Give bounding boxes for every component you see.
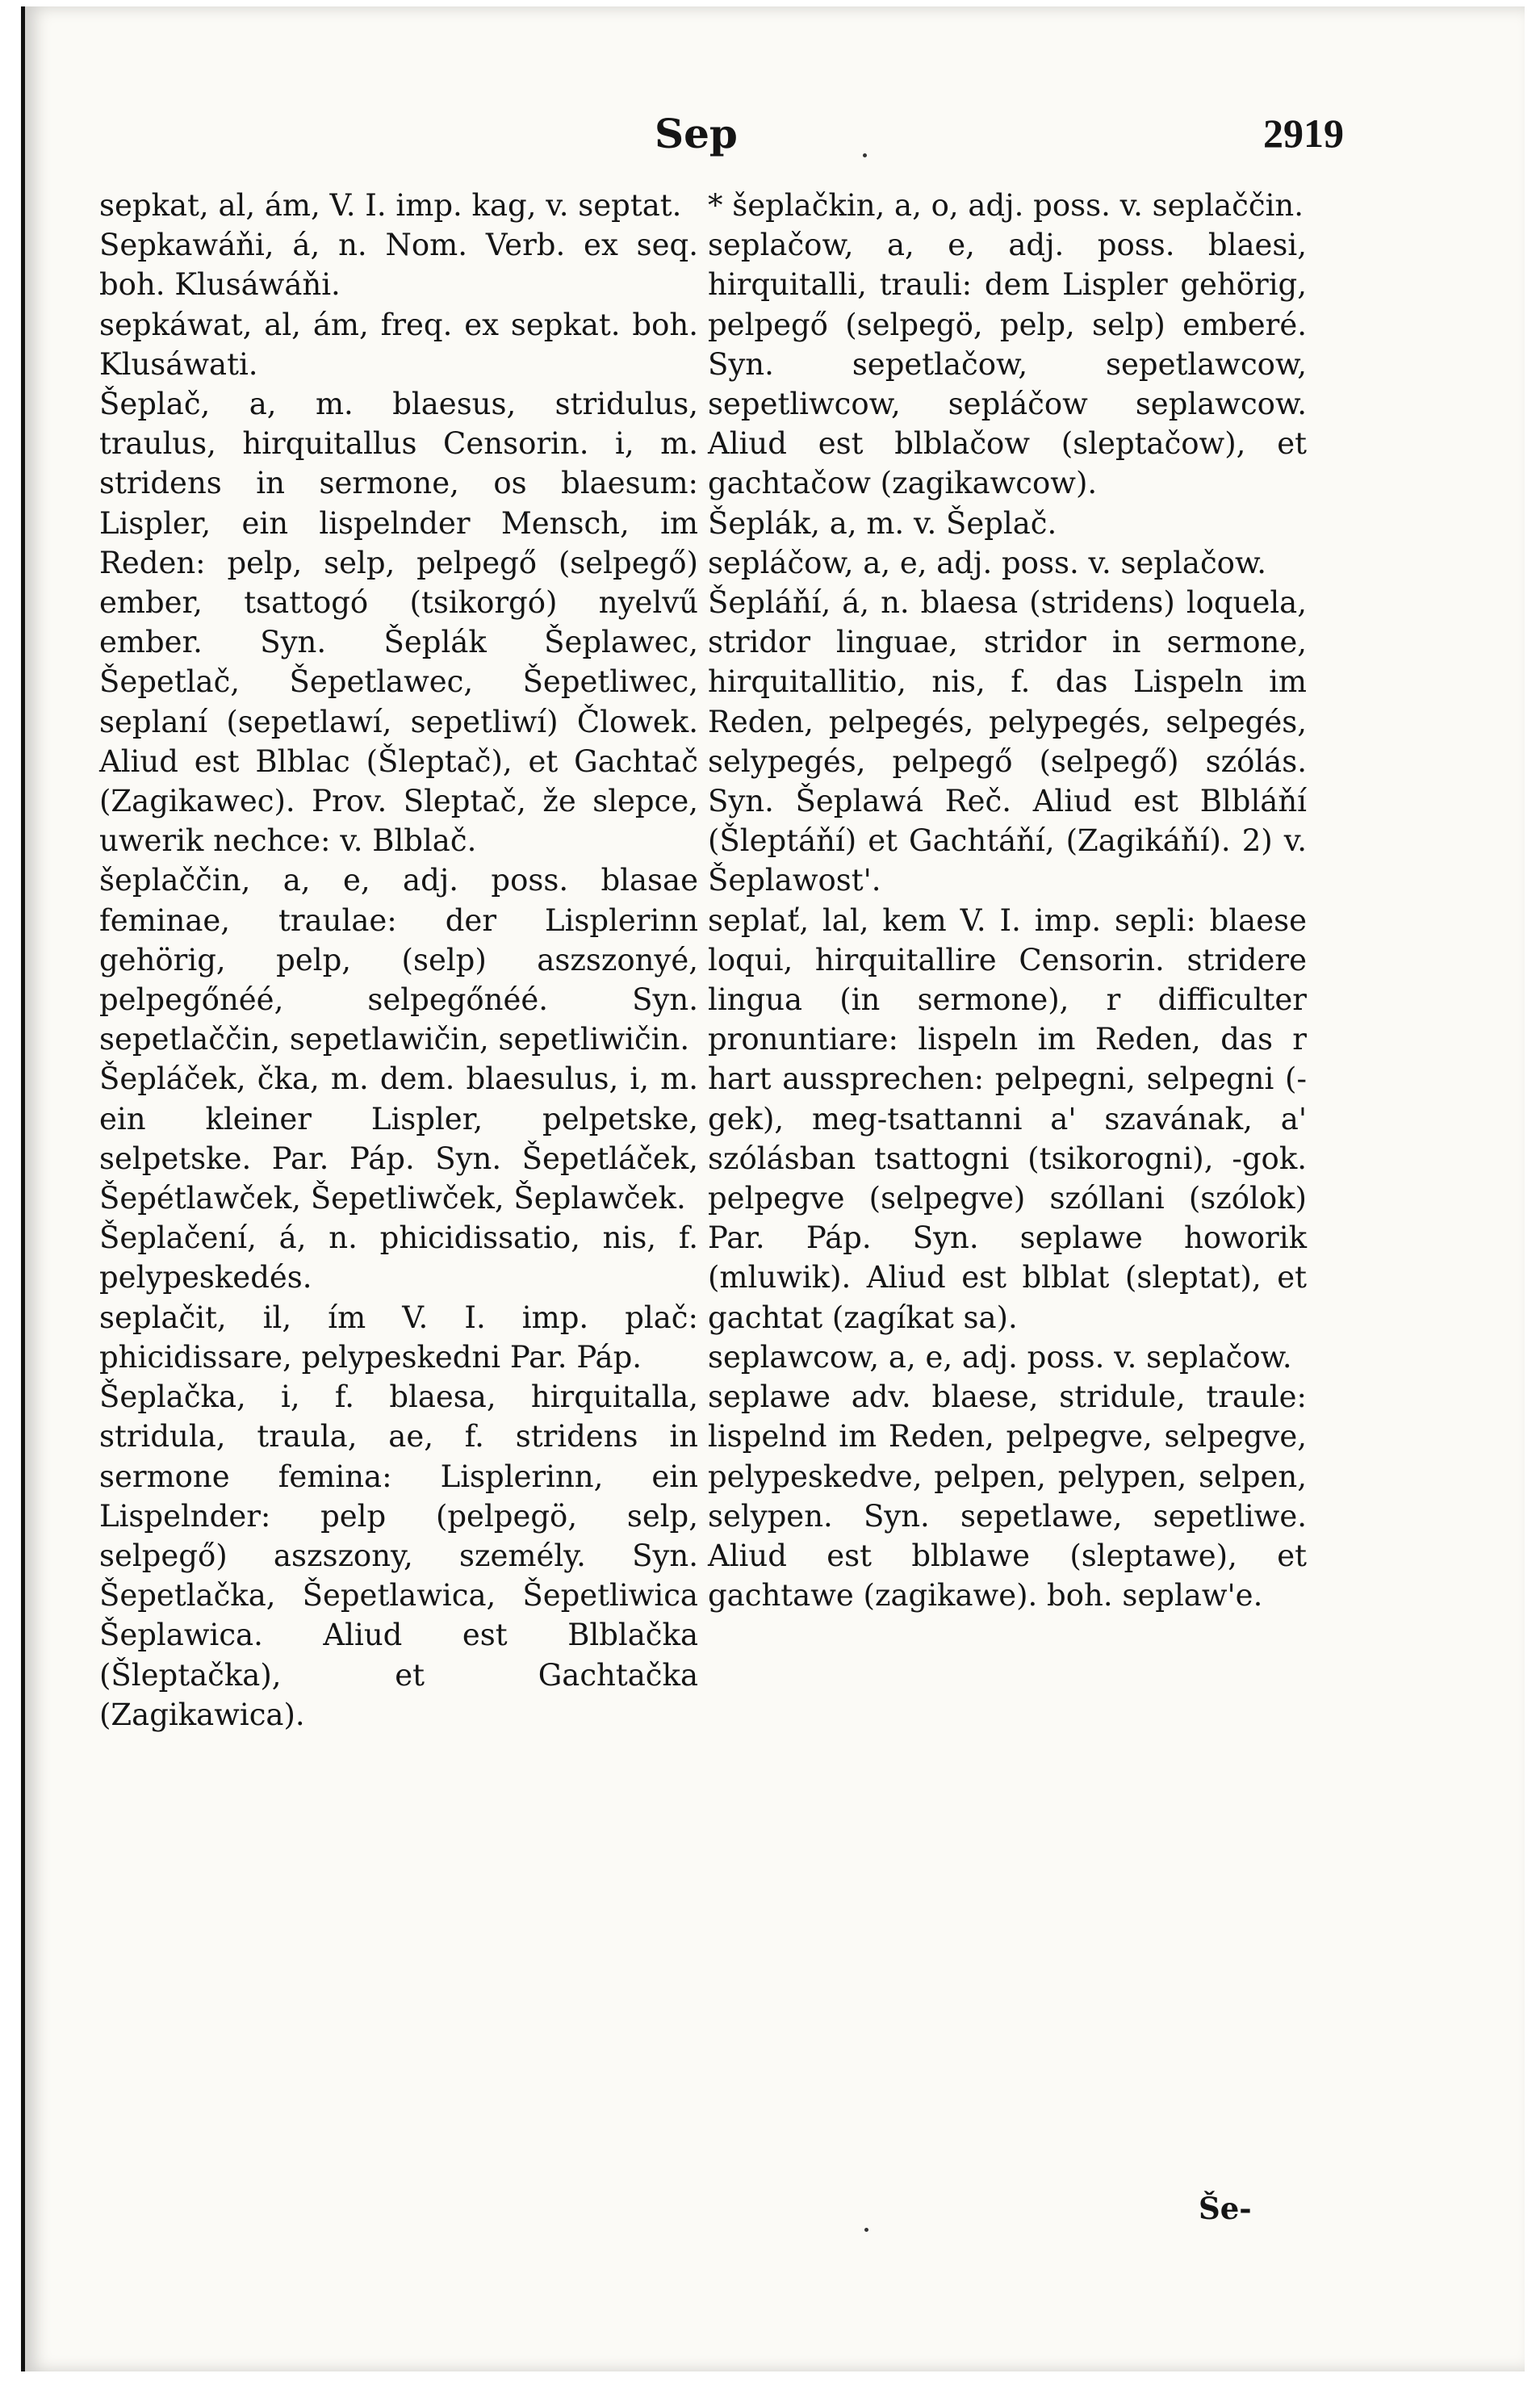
running-headword: Sep xyxy=(655,110,738,157)
ink-speck xyxy=(863,153,867,157)
dictionary-entry: sepláčow, a, e, adj. poss. v. seplačow. xyxy=(708,545,1266,580)
dictionary-entry: seplačit, il, ím V. I. imp. plač: phicidissare, pelypeskedni Par. Páp. xyxy=(99,1300,708,1375)
dictionary-entry: Šepláňí, á, n. blaesa (stridens) loquela, stridor linguae, stridor in sermone, hirquitallitio, nis, f. das Lispeln im Reden, pelpegés, pelypegés, selpegés, selypegés, pelpegő (selpegő) szólás. Syn. Šeplawá Reč. Aliud est Blbláňí (Šleptáňí) et Gachtáňí, (Zagikáňí). 2) v. Šeplawost'. xyxy=(708,585,1316,898)
dictionary-entry: Šeplák, a, m. v. Šeplač. xyxy=(708,505,1057,541)
dictionary-entry: sepkat, al, ám, V. I. imp. kag, v. septat. xyxy=(99,188,682,223)
dictionary-entry: Šeplač, a, m. blaesus, stridulus, traulus, hirquitallus Censorin. i, m. stridens in sermone, os blaesum: Lispler, ein lispelnder Mensch, im Reden: pelp, selp, pelpegő (selpegő) ember, tsattogó (tsikorgó) nyelvű ember. Syn. Šeplák Šeplawec, Šepetlač, Šepetlawec, Šepetliwec, seplaní (sepetlawí, sepetliwí) Člowek. Aliud est Blblac (Šleptač), et Gachtač (Zagikawec). Prov. Sleptač, že slepce, uwerik nechce: v. Blblač. xyxy=(99,387,708,859)
dictionary-entry: seplačow, a, e, adj. poss. blaesi, hirquitalli, trauli: dem Lispler gehörig, pelpegő (selpegö, pelp, selp) emberé. Syn. sepetlačow, sepetlawcow, sepetliwcow, sepláčow seplawcow. Aliud est blblačow (sleptačow), et gachtačow (zagikawcow). xyxy=(708,228,1316,501)
dictionary-entry: seplať, lal, kem V. I. imp. sepli: blaese loqui, hirquitallire Censorin. stridere lingua (in sermone), r difficulter pronuntiare: lispeln im Reden, das r hart aussprechen: pelpegni, selpegni (-gek), meg-tsattanni a' szavának, a' szólásban tsattogni (tsikorogni), -gok. pelpegve (selpegve) szóllani (szólok) Par. Páp. Syn. seplawe howorik (mluwik). Aliud est blblat (sleptat), et gachtat (zagíkat sa). xyxy=(708,902,1316,1335)
dictionary-entry: šeplaččin, a, e, adj. poss. blasae feminae, traulae: der Lisplerinn gehörig, pelp, (selp) aszszonyé, pelpegőnéé, selpegőnéé. Syn. sepetlaččin, sepetlawičin, sepetliwičin. xyxy=(99,863,708,1057)
dictionary-entry: seplawe adv. blaese, stridule, traule: lispelnd im Reden, pelpegve, selpegve, pelypeskedve, pelpen, pelypen, selpen, selypen. Syn. sepetlawe, sepetliwe. Aliud est blblawe (sleptawe), et gachtawe (zagikawe). boh. seplaw'e. xyxy=(708,1379,1316,1614)
ink-speck xyxy=(864,2228,868,2232)
dictionary-page xyxy=(21,6,1525,2371)
dictionary-entry: Šepláček, čka, m. dem. blaesulus, i, m. ein kleiner Lispler, pelpetske, selpetske. Par. Páp. Syn. Šepetláček, Šepétlawček, Šepetliwček, Šeplawček. xyxy=(99,1061,708,1216)
right-column xyxy=(708,186,1316,1615)
dictionary-entry: Sepkawáňi, á, n. Nom. Verb. ex seq. boh. Klusáwáňi. xyxy=(99,228,708,303)
running-header xyxy=(25,110,1525,174)
page-number: 2919 xyxy=(1263,111,1344,156)
dictionary-entry: sepkáwat, al, ám, freq. ex sepkat. boh. Klusáwati. xyxy=(99,307,708,382)
dictionary-entry: seplawcow, a, e, adj. poss. v. seplačow. xyxy=(708,1339,1292,1375)
catchword: Še- xyxy=(1199,2191,1252,2226)
dictionary-entry: * šeplačkin, a, o, adj. poss. v. seplaččin. xyxy=(708,188,1304,223)
left-column xyxy=(99,186,708,1735)
dictionary-entry: Šeplačení, á, n. phicidissatio, nis, f. pelypeskedés. xyxy=(99,1220,708,1296)
dictionary-entry: Šeplačka, i, f. blaesa, hirquitalla, stridula, traula, ae, f. stridens in sermone femina: Lisplerinn, ein Lispelnder: pelp (pelpegö, selp, selpegő) aszszony, személy. Syn. Šepetlačka, Šepetlawica, Šepetliwica Šeplawica. Aliud est Blblačka (Šleptačka), et Gachtačka (Zagikawica). xyxy=(99,1379,708,1732)
